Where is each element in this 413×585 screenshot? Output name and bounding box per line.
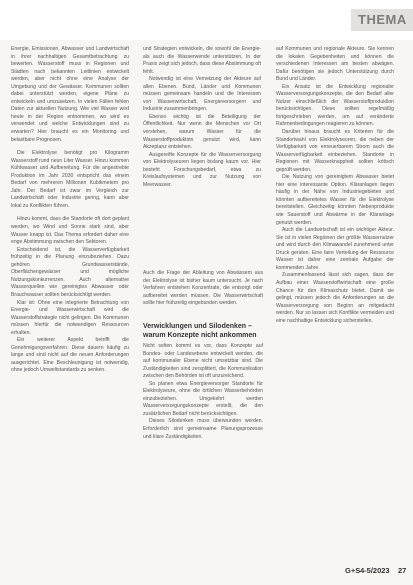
paragraph: Auch die Landwirtschaft ist ein wichtiger Akteur. Sie ist in vielen Regionen der größte Wassernutzer und wird durch den Klimawandel zunehmend unter Druck geraten. Eine faire Verteilung der Ressource Wasser ist daher eine zentrale Aufgabe der kommenden Jahre. [276,227,394,271]
subheading: Verwicklungen und Silodenken – warum Konzepte nicht ankommen [143,323,257,339]
paragraph: Die Nutzung von gereinigtem Abwasser bietet hier eine interessante Option. Kläranlagen liegen häufig in der Nähe von Industriegebieten und könnten aufbereitetes Wasser für die Elektrolyse bereitstellen. Gleichzeitig könnten Nebenprodukte wie Sauerstoff und Abwärme in der Kläranlage genutzt werden. [276,174,394,226]
paragraph: Energie, Emissionen, Abwasser und Landwirtschaft in ihrer nachhaltigen Gesamtbetrachtung zu bewerten. Wasserstoff muss in Regionen und Städten nach bekannten Leitlinien entwickelt werden, aber nicht ohne eine Analyse der Umgebung und der Gewässer. Kommunen sollten dabei unterstützt werden, eigene Pläne zu entwickeln und umzusetzen. In vielen Fällen fehlen Daten zur aktuellen Nutzung. Wie viel Wasser wird heute in der Region entnommen, wo wird es verwendet und welche Entwicklungen sind zu erwarten? Hier braucht es ein Monitoring und belastbare Prognosen. [11,46,129,143]
paragraph: Ausgereifte Konzepte für die Wasserversorgung von Elektrolyseuren liegen bislang kaum vor. Hier besteht Forschungsbedarf, etwa zu Kreislaufsystemen und zur Nutzung von Meerwasser. [143,151,261,188]
paragraph: Nicht selten kommt es vor, dass Konzepte auf Bundes- oder Landesebene entwickelt werden, die auf kommunaler Ebene nicht umsetzbar sind. Die Zuständigkeiten sind zersplittert, die Kommunikation zwischen den Behörden ist oft unzureichend. [143,343,263,380]
paragraph: Klar ist: Ohne eine integrierte Betrachtung von Energie- und Wasserwirtschaft wird die Wasserstoffstrategie nicht gelingen. Die Kommunen müssen hierfür die notwendigen Ressourcen erhalten. [11,299,129,336]
text-column-3 [276,46,394,571]
paragraph: Ein weiterer Aspekt betrifft die Genehmigungsverfahren. Diese dauern häufig zu lange und sind nicht auf die neuen Anforderungen ausgerichtet. Eine Beschleunigung ist notwendig, ohne jedoch Umweltstandards zu senken. [11,337,129,374]
text-column-2-lower [143,343,263,533]
issue-number: 4-5/2023 [360,566,390,575]
paragraph: Zusammenfassend lässt sich sagen, dass der Aufbau einer Wasserstoffwirtschaft eine große Chance für den Klimaschutz bietet. Damit sie gelingt, müssen jedoch die Anforderungen an die Wasserversorgung von Beginn an mitgedacht werden. Nur so lassen sich Konflikte vermeiden und eine nachhaltige Entwicklung sicherstellen. [276,272,394,324]
section-label: THEMA [358,12,407,27]
page-number: 27 [398,566,407,575]
paragraph: und Strategien entwickeln, die sowohl die Energie- als auch die Wasserwende unterstützen. In der Praxis zeigt sich jedoch, dass diese Abstimmung oft fehlt. [143,46,261,75]
paragraph: auf Kommunen und regionale Akteure. Sie kennen die lokalen Gegebenheiten und können die verschiedenen Interessen am besten abwägen. Dafür benötigen sie jedoch Unterstützung durch Bund und Länder. [276,46,394,83]
text-column-2-mid [143,270,263,308]
journal-logo: G+S [345,566,361,575]
paragraph: Ein Ansatz ist die Entwicklung regionaler Wasserversorgungskonzepte, die den Bedarf aller Nutzer einschließlich der Wasserstoffproduktion berücksichtigen. Diese sollten regelmäßig fortgeschrieben werden, um auf veränderte Rahmenbedingungen reagieren zu können. [276,83,394,128]
paragraph: Auch die Frage der Ableitung von Abwässern aus der Elektrolyse ist bisher kaum untersucht. Je nach Verfahren entstehen Konzentrate, die entsorgt oder aufbereitet werden müssen. Die Wasserwirtschaft sollte hier frühzeitig eingebunden werden. [143,270,263,307]
paragraph: Dieses Silodenken muss überwunden werden. Erforderlich sind gemeinsame Planungsprozesse und klare Zuständigkeiten. [143,418,263,440]
text-column-2 [143,46,261,266]
paragraph: Die Elektrolyse benötigt pro Kilogramm Wasserstoff rund neun Liter Wasser. Hinzu kommen Kühlwasser und Aufbereitung. Für die angestrebte Produktion im Jahr 2030 entspricht das einem Bedarf von mehreren Millionen Kubikmetern pro Jahr. Der Bedarf ist zwar im Vergleich zur Landwirtschaft oder Industrie gering, kann aber lokal zu Konflikten führen. [11,150,129,209]
paragraph: Notwendig ist eine Vernetzung der Akteure auf allen Ebenen. Bund, Länder und Kommunen müssen gemeinsam handeln und die Interessen von Wasserwirtschaft, Energieversorgern und Industrie zusammenbringen. [143,76,261,113]
paragraph: Ebenso wichtig ist die Beteiligung der Öffentlichkeit. Nur wenn die Menschen vor Ort verstehen, warum Wasser für die Wasserstoffproduktion genutzt wird, kann Akzeptanz entstehen. [143,113,261,151]
paragraph: Entscheidend ist, die Wasserverfügbarkeit frühzeitig in die Planung einzubeziehen. Dazu gehören Grundwasserstände, Oberflächengewässer und mögliche Nutzungskonkurrenzen. Auch alternative Wasserquellen wie gereinigtes Abwasser oder Brauchwasser sollten berücksichtigt werden. [11,246,129,298]
text-column-1 [11,46,129,571]
paragraph: Darüber hinaus braucht es Kriterien für die Standortwahl von Elektrolyseuren, die neben der Verfügbarkeit von erneuerbarem Strom auch die Wasserverfügbarkeit einbeziehen. Standorte in Regionen mit Wasserknappheit sollten kritisch geprüft werden. [276,129,394,173]
paragraph: So planen etwa Energieversorger Standorte für Elektrolyseure, ohne die örtlichen Wasserbehörden einzubeziehen. Umgekehrt werden Wasserversorgungskonzepte erstellt, die den zusätzlichen Bedarf nicht berücksichtigen. [143,380,263,417]
paragraph: Hinzu kommt, dass die Standorte oft dort geplant werden, wo Wind und Sonne stark sind, aber Wasser knapp ist. Das Thema erfordert daher eine enge Abstimmung zwischen den Sektoren. [11,216,129,246]
